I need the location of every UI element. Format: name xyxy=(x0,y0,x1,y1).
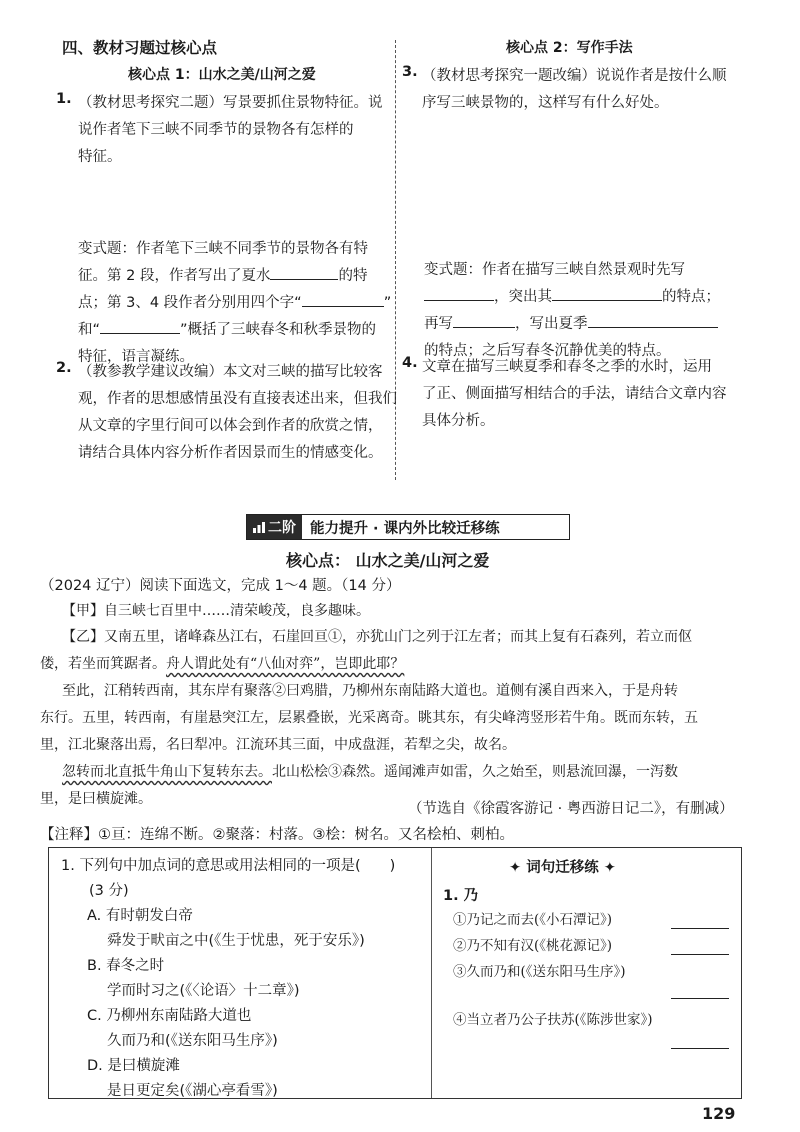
mcq-stem: 1. 下列句中加点词的意思或用法相同的一项是( ) xyxy=(61,858,396,874)
transfer-item: ②乃不知有汉(《桃花源记》) xyxy=(453,938,613,954)
transfer-question: 1. 乃 xyxy=(443,888,479,904)
answer-blank[interactable] xyxy=(552,286,662,301)
question-box: 1. 下列句中加点词的意思或用法相同的一项是( ) (3 分) A. 有时朝发白帝 舜发于畎亩之中(《生于忧患，死于安乐》) B. 春冬之时 学而时习之(《〈论语〉十二章》) C. 乃柳州东南陆路大道也 久而乃和(《送东阳马生序》) D. 是曰横旋滩 是日更定矣(《湖心亭看雪》) ✦ 词句迁移练 ✦ 1. 乃 ①乃记之而去(《小石潭记》) ②乃不知有汉(《桃花源记》) ③久而乃和(《送东阳马生序》) ④当立者乃公子扶苏(《陈涉世家》) xyxy=(48,847,742,1099)
answer-line[interactable] xyxy=(671,998,729,999)
answer-blank[interactable] xyxy=(453,313,515,328)
answer-line[interactable] xyxy=(671,928,729,929)
answer-line[interactable] xyxy=(671,1048,729,1049)
mcq-score: (3 分) xyxy=(89,883,129,899)
transfer-item: ④当立者乃公子扶苏(《陈涉世家》) xyxy=(453,1012,653,1028)
kp2-title: 核心点 2：写作手法 xyxy=(506,40,633,56)
page-number: 129 xyxy=(702,1104,736,1123)
tier-heading: 能力提升 · 课内外比较迁移练 xyxy=(310,520,500,537)
transfer-item: ③久而乃和(《送东阳马生序》) xyxy=(453,964,626,980)
answer-blank[interactable] xyxy=(302,292,384,307)
answer-blank[interactable] xyxy=(100,319,180,334)
passage-intro: （2024 辽宁）阅读下面选文，完成 1～4 题。（14 分） xyxy=(40,578,401,594)
answer-blank[interactable] xyxy=(424,286,494,301)
passage-notes: 【注释】①亘：连绵不断。②聚落：村落。③桧：树名。又名桧柏、刺柏。 xyxy=(40,827,514,843)
transfer-title: ✦ 词句迁移练 ✦ xyxy=(509,860,616,876)
transfer-item: ①乃记之而去(《小石潭记》) xyxy=(453,912,613,928)
tier-badge: 二阶 xyxy=(247,515,302,539)
kp1-title: 核心点 1：山水之美/山河之爱 xyxy=(128,67,316,83)
answer-line[interactable] xyxy=(671,954,729,955)
passage-jia: 【甲】自三峡七百里中……清荣峻茂，良多趣味。 xyxy=(62,603,370,619)
passage-source: （节选自《徐霞客游记 · 粤西游日记二》，有删减） xyxy=(408,801,734,817)
bar-chart-icon xyxy=(253,521,265,533)
column-divider xyxy=(395,40,396,480)
answer-blank[interactable] xyxy=(270,265,338,280)
answer-blank[interactable] xyxy=(588,313,718,328)
tier-kp-title: 核心点： 山水之美/山河之爱 xyxy=(286,551,490,570)
tier-banner xyxy=(246,514,570,540)
section-title: 四、教材习题过核心点 xyxy=(62,39,218,57)
